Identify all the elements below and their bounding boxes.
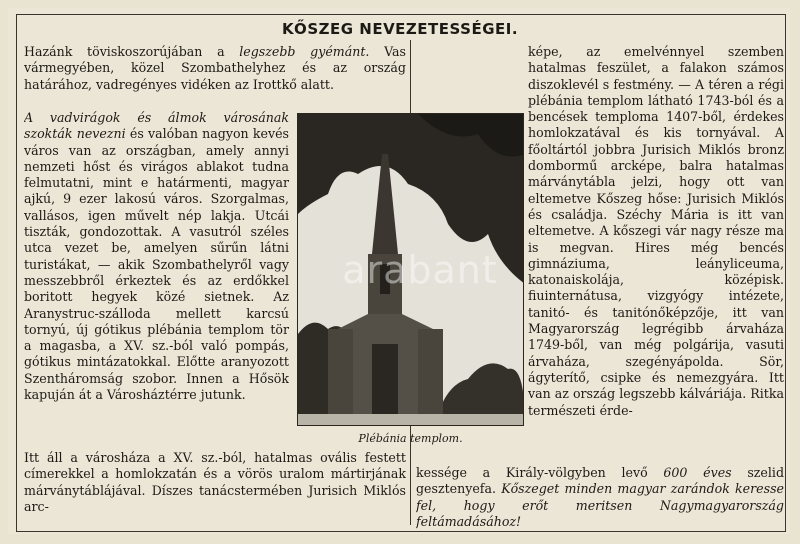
right-bottom-b: 600 éves [663,465,732,480]
photo-caption: Plébánia templom. [358,432,463,445]
right-bottom-d: Kőszeget minden magyar zarándok keresse fel, hogy erőt meritsen Nagymagyarország feltámadásához! [416,481,784,529]
left-bottom-paragraph: Itt áll a városháza a XV. sz.-ból, hatalmas ovális festett címerekkel a homlokzatán és a vörös uralom mártirjának márványtáblájával. Díszes tanácstermében Jurisich Miklós arc- [24,450,406,514]
right-bottom-c: szelid gesztenyefa. [416,465,784,497]
left-intro-text [24,44,406,110]
right-body-paragraph: képe, az emelvénnyel szemben hatalmas feszület, a falakon számos diszoklevél s festmény. — A téren a régi plébánia templom látható 1743-ból és a bencések temploma 1407-ből, érdekes homlokzatával és kis tornyával. A főoltártól jobbra Jurisich Miklós bronz dombormű arcképe, balra hatalmas márványtábla jelzi, hogy ott van eltemetve Kőszeg hőse: Jurisich Miklós és családja. Széchy Mária is itt van eltemetve. A kőszegi vár nagy része ma is megvan. Hires még bencés gimnáziuma, leányliceuma, katonaiskolája, középisk. fiuinternátusa, vizgyógy intézete, tanitó- és tanitónőképzője, itt van Magyarország legrégibb árvaháza 1749-ből, van még polgárija, vasuti árvaháza, szegényápolda. Sör, ágyterítő, csipke és nemezgyára. Itt van az ország legszebb kálváriája. Ritka természeti érde- [528,44,784,418]
watermark: arabant [342,248,498,292]
body-text-b: és valóban nagyon kevés város van az országban, amely annyi nemzeti hőst és virágos ablakot tudna felmutatni, mint e határmenti, magyar ajkú, 9 ezer lakosú város. Szorgalmas, vallásos, igen művelt nép lakja. Utcái tiszták, gondozottak. A vasutról széles utca vezet be, amelyen sűrűn látni turistákat, — akik Szombathelyről vagy messzebbről érkeztek és az erdőkkel boritott hegyek közé sietnek. Az Aranystruc-szálloda mellett karcsú tornyú, új gótikus plébánia templom tör a magasba, a XV. sz.-ból való pompás, gótikus mintázatokkal. Előtte aranyozott Szentháromság szobor. Innen a Hősök kapuján át a Városháztérre jutunk. [24,126,289,403]
intro-text-c: . Vas vármegyében, közel Szombathelyhez és az ország határához, vadregényes vidéken az Irottkő alatt. [24,44,406,92]
page-title: KŐSZEG NEVEZETESSÉGEI. [281,20,519,38]
right-bottom-text [416,465,784,533]
intro-text-b: legszebb gyémánt [239,44,366,59]
right-bottom-a: kessége a Király-völgyben levő [416,465,664,480]
left-body-text [24,110,289,450]
intro-text-a: Hazánk töviskoszorújában a [24,44,240,59]
left-bottom-text [24,450,406,530]
body-text-a: A vadvirágok és álmok városának szokták nevezni [24,110,289,142]
